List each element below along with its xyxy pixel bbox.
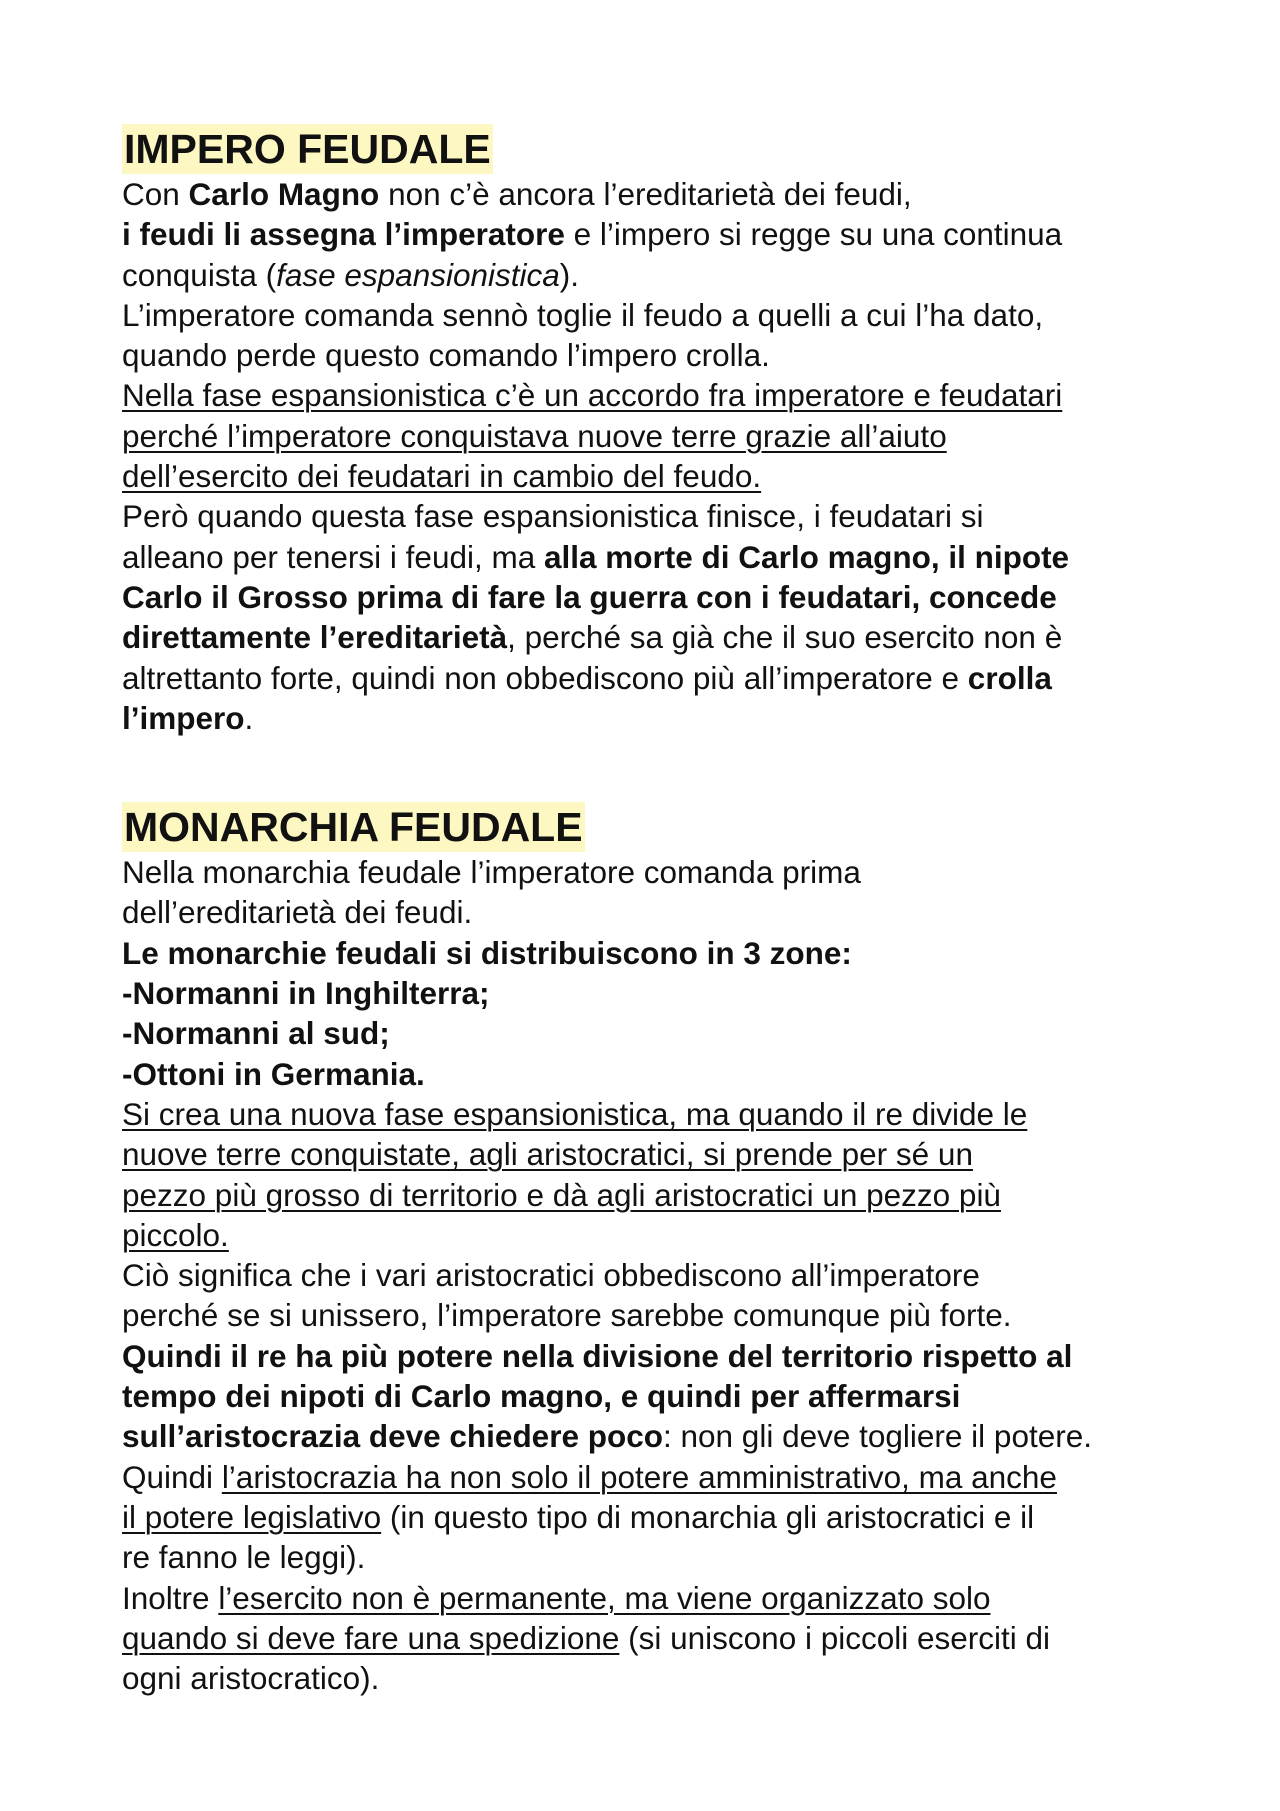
text-line: altrettanto forte, quindi non obbediscono più all’imperatore e crolla bbox=[122, 659, 1052, 696]
text-line: Con Carlo Magno non c’è ancora l’ereditarietà dei feudi, bbox=[122, 176, 912, 212]
text-line: ogni aristocratico). bbox=[122, 1660, 380, 1697]
text-line: quando perde questo comando l’impero crolla. bbox=[122, 337, 770, 374]
text-line: dell’ereditarietà dei feudi. bbox=[122, 894, 473, 931]
text-line: L’imperatore comanda sennò toglie il feudo a quelli a cui l’ha dato, bbox=[122, 296, 1044, 333]
text-line: quando si deve fare una spedizione (si uniscono i piccoli eserciti di bbox=[122, 1619, 1051, 1656]
text-line: Inoltre l’esercito non è permanente, ma viene organizzato solo bbox=[122, 1579, 991, 1616]
text-line: conquista (fase espansionistica). bbox=[122, 256, 580, 293]
section-impero-feudale bbox=[122, 124, 1182, 738]
text-line: il potere legislativo (in questo tipo di monarchia gli aristocratici e il bbox=[122, 1498, 1035, 1535]
text-line-bold: Quindi il re ha più potere nella divisione del territorio rispetto al bbox=[122, 1337, 1073, 1374]
text-line-bold: Carlo il Grosso prima di fare la guerra con i feudatari, concede bbox=[122, 578, 1057, 615]
section-title-impero-feudale: IMPERO FEUDALE bbox=[124, 126, 491, 172]
text-line-underlined: Si crea una nuova fase espansionistica, ma quando il re divide le bbox=[122, 1095, 1028, 1132]
text-line-underlined: dell’esercito dei feudatari in cambio del feudo. bbox=[122, 458, 762, 495]
section-monarchia-feudale bbox=[122, 802, 1182, 1698]
text-line-bold: Le monarchie feudali si distribuiscono in 3 zone: bbox=[122, 934, 852, 971]
text-line: Ciò significa che i vari aristocratici obbediscono all’imperatore bbox=[122, 1257, 980, 1294]
section-spacer bbox=[122, 738, 1182, 802]
text-line: Quindi l’aristocrazia ha non solo il potere amministrativo, ma anche bbox=[122, 1458, 1057, 1495]
text-line-underlined: nuove terre conquistate, agli aristocratici, si prende per sé un bbox=[122, 1136, 973, 1173]
text-line: re fanno le leggi). bbox=[122, 1539, 366, 1576]
text-line-underlined: perché l’imperatore conquistava nuove terre grazie all’aiuto bbox=[122, 417, 947, 454]
list-item: -Normanni in Inghilterra; bbox=[122, 975, 490, 1012]
list-item: -Ottoni in Germania. bbox=[122, 1055, 425, 1092]
text-line-bold: tempo dei nipoti di Carlo magno, e quindi per affermarsi bbox=[122, 1378, 961, 1415]
text-line-underlined: piccolo. bbox=[122, 1216, 229, 1253]
section-title-monarchia-feudale: MONARCHIA FEUDALE bbox=[124, 804, 583, 851]
text-line: Nella monarchia feudale l’imperatore comanda prima bbox=[122, 854, 861, 891]
text-line-underlined: pezzo più grosso di territorio e dà agli aristocratici un pezzo più bbox=[122, 1176, 1001, 1213]
text-line-underlined: Nella fase espansionistica c’è un accordo fra imperatore e feudatari bbox=[122, 377, 1063, 414]
document-page bbox=[122, 124, 1182, 1698]
text-line: alleano per tenersi i feudi, ma alla morte di Carlo magno, il nipote bbox=[122, 538, 1070, 575]
text-line: l’impero. bbox=[122, 699, 254, 736]
text-line: Però quando questa fase espansionistica finisce, i feudatari si bbox=[122, 498, 984, 535]
text-line: i feudi li assegna l’imperatore e l’impero si regge su una continua bbox=[122, 216, 1063, 253]
text-line: sull’aristocrazia deve chiedere poco: non gli deve togliere il potere. bbox=[122, 1418, 1093, 1455]
text-line: perché se si unissero, l’imperatore sarebbe comunque più forte. bbox=[122, 1297, 1012, 1334]
list-item: -Normanni al sud; bbox=[122, 1015, 390, 1052]
text-line: direttamente l’ereditarietà, perché sa già che il suo esercito non è bbox=[122, 619, 1063, 656]
